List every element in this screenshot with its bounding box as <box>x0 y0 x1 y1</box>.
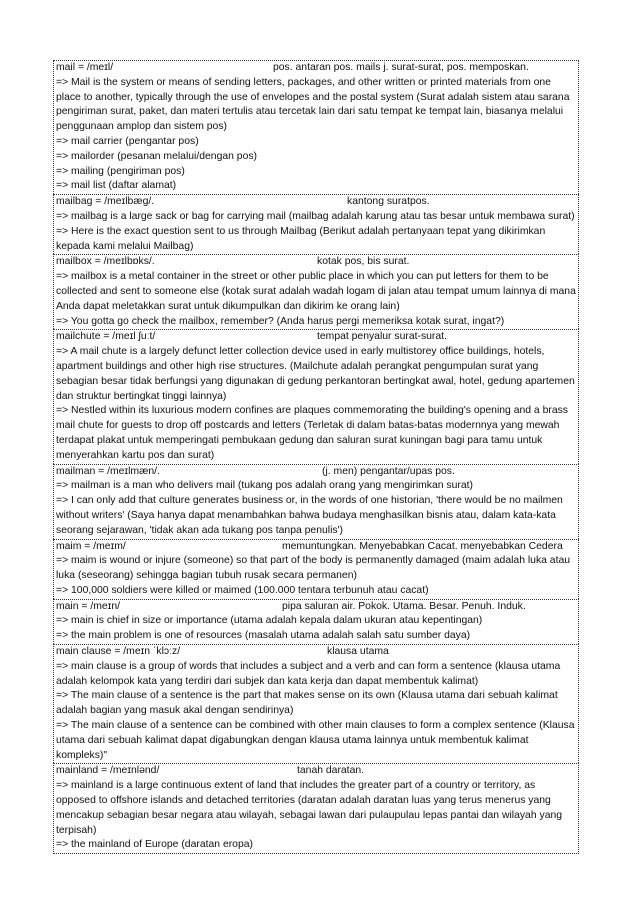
definition-line: => mailbag is a large sack or bag for carrying mail (mailbag adalah karung atau tas besar untuk membawa surat) <box>56 210 575 222</box>
entry-mail <box>53 60 579 194</box>
example-line: => the mainland of Europe (daratan eropa) <box>56 839 253 851</box>
example-line: => I can only add that culture generates business or, in the words of one historian, 'there would be no mailmen without writers' (Saya hanya dapat menambahkan bahwa budaya menghasilkan bisnis atau, dalam kata-kata seorang sejarawan, 'tidak akan ada tukang pos tanpa penulis') <box>56 495 563 536</box>
definition-line: => mailbox is a metal container in the street or other public place in which you can put letters for them to be collected and sent to someone else (kotak surat adalah wadah logam di jalan atau tempat umum lainnya di mana Anda dapat meletakkan surat untuk dikumpulkan dan dikirim ke orang lain) <box>56 271 576 312</box>
example-line: => The main clause of a sentence can be combined with other main clauses to form a complex sentence (Klausa utama dari sebuah kalimat dapat digabungkan dengan klausa utama lainnya untuk membentuk kalimat kompleks)" <box>56 720 575 761</box>
translation: pos. antaran pos. mails j. surat-surat, pos. memposkan. <box>273 62 529 73</box>
entry-header <box>56 645 576 660</box>
headword: mailchute = /meɪl ʃuːt/ <box>56 331 156 343</box>
definition-line: => main clause is a group of words that includes a subject and a verb and can form a sentence (klausa utama adalah kelompok kata yang terdiri dari subjek dan kata kerja dan dapat membentuk kalimat) <box>56 660 561 687</box>
example-line: => The main clause of a sentence is the part that makes sense on its own (Klausa utama dari sebuah kalimat adalah bagian yang masuk akal dengan sendirinya) <box>56 690 558 717</box>
entry-main <box>53 599 579 644</box>
entry-main-clause <box>53 644 579 763</box>
example-line: => Nestled within its luxurious modern confines are plaques commemorating the building's opening and a brass mail chute for guests to drop off postcards and letters (Terletak di dalam batas-batas modernnya yang mewah terdapat plakat untuk memperingati pembukaan gedung dan saluran surat kuningan bagi para tamu untuk menyerahkan kartu pos dan surat) <box>56 405 568 461</box>
definition-line: => main is chief in size or importance (utama adalah kepala dalam ukuran atau kepentingan) <box>56 615 483 627</box>
entry-mainland <box>53 763 579 854</box>
translation: klausa utama <box>327 646 389 658</box>
example-line: => 100,000 soldiers were killed or maimed (100.000 tentara terbunuh atau cacat) <box>56 584 429 596</box>
vocabulary-document <box>53 60 579 854</box>
example-line: => Here is the exact question sent to us through Mailbag (Berikut adalah pertanyaan tepat yang dikirimkan kepada kami melalui Mailbag) <box>56 225 546 252</box>
entry-header <box>56 540 576 555</box>
headword: mailman = /meɪlmæn/. <box>56 465 160 477</box>
entry-mailchute <box>53 329 579 463</box>
definition-line: => mainland is a large continuous extent of land that includes the greater part of a country or territory, as opposed to offshore islands and detached territories (daratan adalah daratan luas yang terus menerus yang mencakup sebagian besar negara atau wilayah, sebagai lawan dari pulaupulau lepas pantai dan wilayah yang terpisah) <box>56 780 563 836</box>
example-line: => mailing (pengiriman pos) <box>56 165 185 177</box>
example-line: => mailorder (pesanan melalui/dengan pos) <box>56 150 258 162</box>
definition-line: => Mail is the system or means of sending letters, packages, and other written or printed materials from one place to another, typically through the use of envelopes and the postal system (Surat adalah sistem atau sarana pengiriman surat, paket, dan materi tertulis atau tercetak lain dari satu tempat ke tempat lain, biasanya melalui penggunaan amplop dan sistem pos) <box>56 76 570 133</box>
entry-header <box>56 465 576 480</box>
translation: memuntungkan. Menyebabkan Cacat. menyebabkan Cedera <box>282 540 563 552</box>
example-line: => mail carrier (pengantar pos) <box>56 135 199 147</box>
headword: main = /meɪn/ <box>56 600 121 612</box>
example-line: => You gotta go check the mailbox, remember? (Anda harus pergi memeriksa kotak surat, ingat?) <box>56 315 505 327</box>
entry-header <box>56 330 576 345</box>
headword: mailbag = /meɪlbæg/. <box>56 196 155 208</box>
entry-header <box>56 255 576 270</box>
entry-mailman <box>53 464 579 539</box>
headword: mainland = /meɪnlənd/ <box>56 765 160 777</box>
definition-line: => maim is wound or injure (someone) so that part of the body is permanently damaged (maim adalah luka atau luka (seseorang) sehingga bagian tubuh rusak secara permanen) <box>56 555 571 582</box>
translation: (j. men) pengantar/upas pos. <box>322 465 455 477</box>
headword: mail = /meɪl/ <box>56 62 114 73</box>
example-line: => the main problem is one of resources (masalah utama adalah salah satu sumber daya) <box>56 630 471 642</box>
translation: tanah daratan. <box>297 765 365 777</box>
example-line: => mail list (daftar alamat) <box>56 180 177 192</box>
entry-header <box>56 764 576 779</box>
translation: pipa saluran air. Pokok. Utama. Besar. Penuh. Induk. <box>282 600 526 612</box>
entry-header <box>56 600 576 615</box>
entry-mailbox <box>53 254 579 329</box>
headword: main clause = /meɪn ˈklɔːz/ <box>56 646 181 658</box>
definition-line: => mailman is a man who delivers mail (tukang pos adalah orang yang mengirimkan surat) <box>56 480 473 492</box>
definition-line: => A mail chute is a largely defunct letter collection device used in early multistorey office buildings, hotels, apartment buildings and other high rise structures. (Mailchute adalah perangkat pengumpulan surat yang sebagian besar tidak berfungsi yang digunakan di gedung perkantoran bertingkat awal, hotel, gedung apartemen dan struktur bertingkat tinggi lainnya) <box>56 346 575 402</box>
translation: tempat penyalur surat-surat. <box>317 331 447 343</box>
headword: maim = /meɪm/ <box>56 540 126 552</box>
headword: mailbox = /meɪlbɒks/. <box>56 256 155 268</box>
translation: kotak pos, bis surat. <box>317 256 410 268</box>
translation: kantong suratpos. <box>347 196 430 208</box>
entry-maim <box>53 539 579 599</box>
entry-mailbag <box>53 194 579 254</box>
entry-header <box>56 61 576 76</box>
entry-header <box>56 195 576 210</box>
